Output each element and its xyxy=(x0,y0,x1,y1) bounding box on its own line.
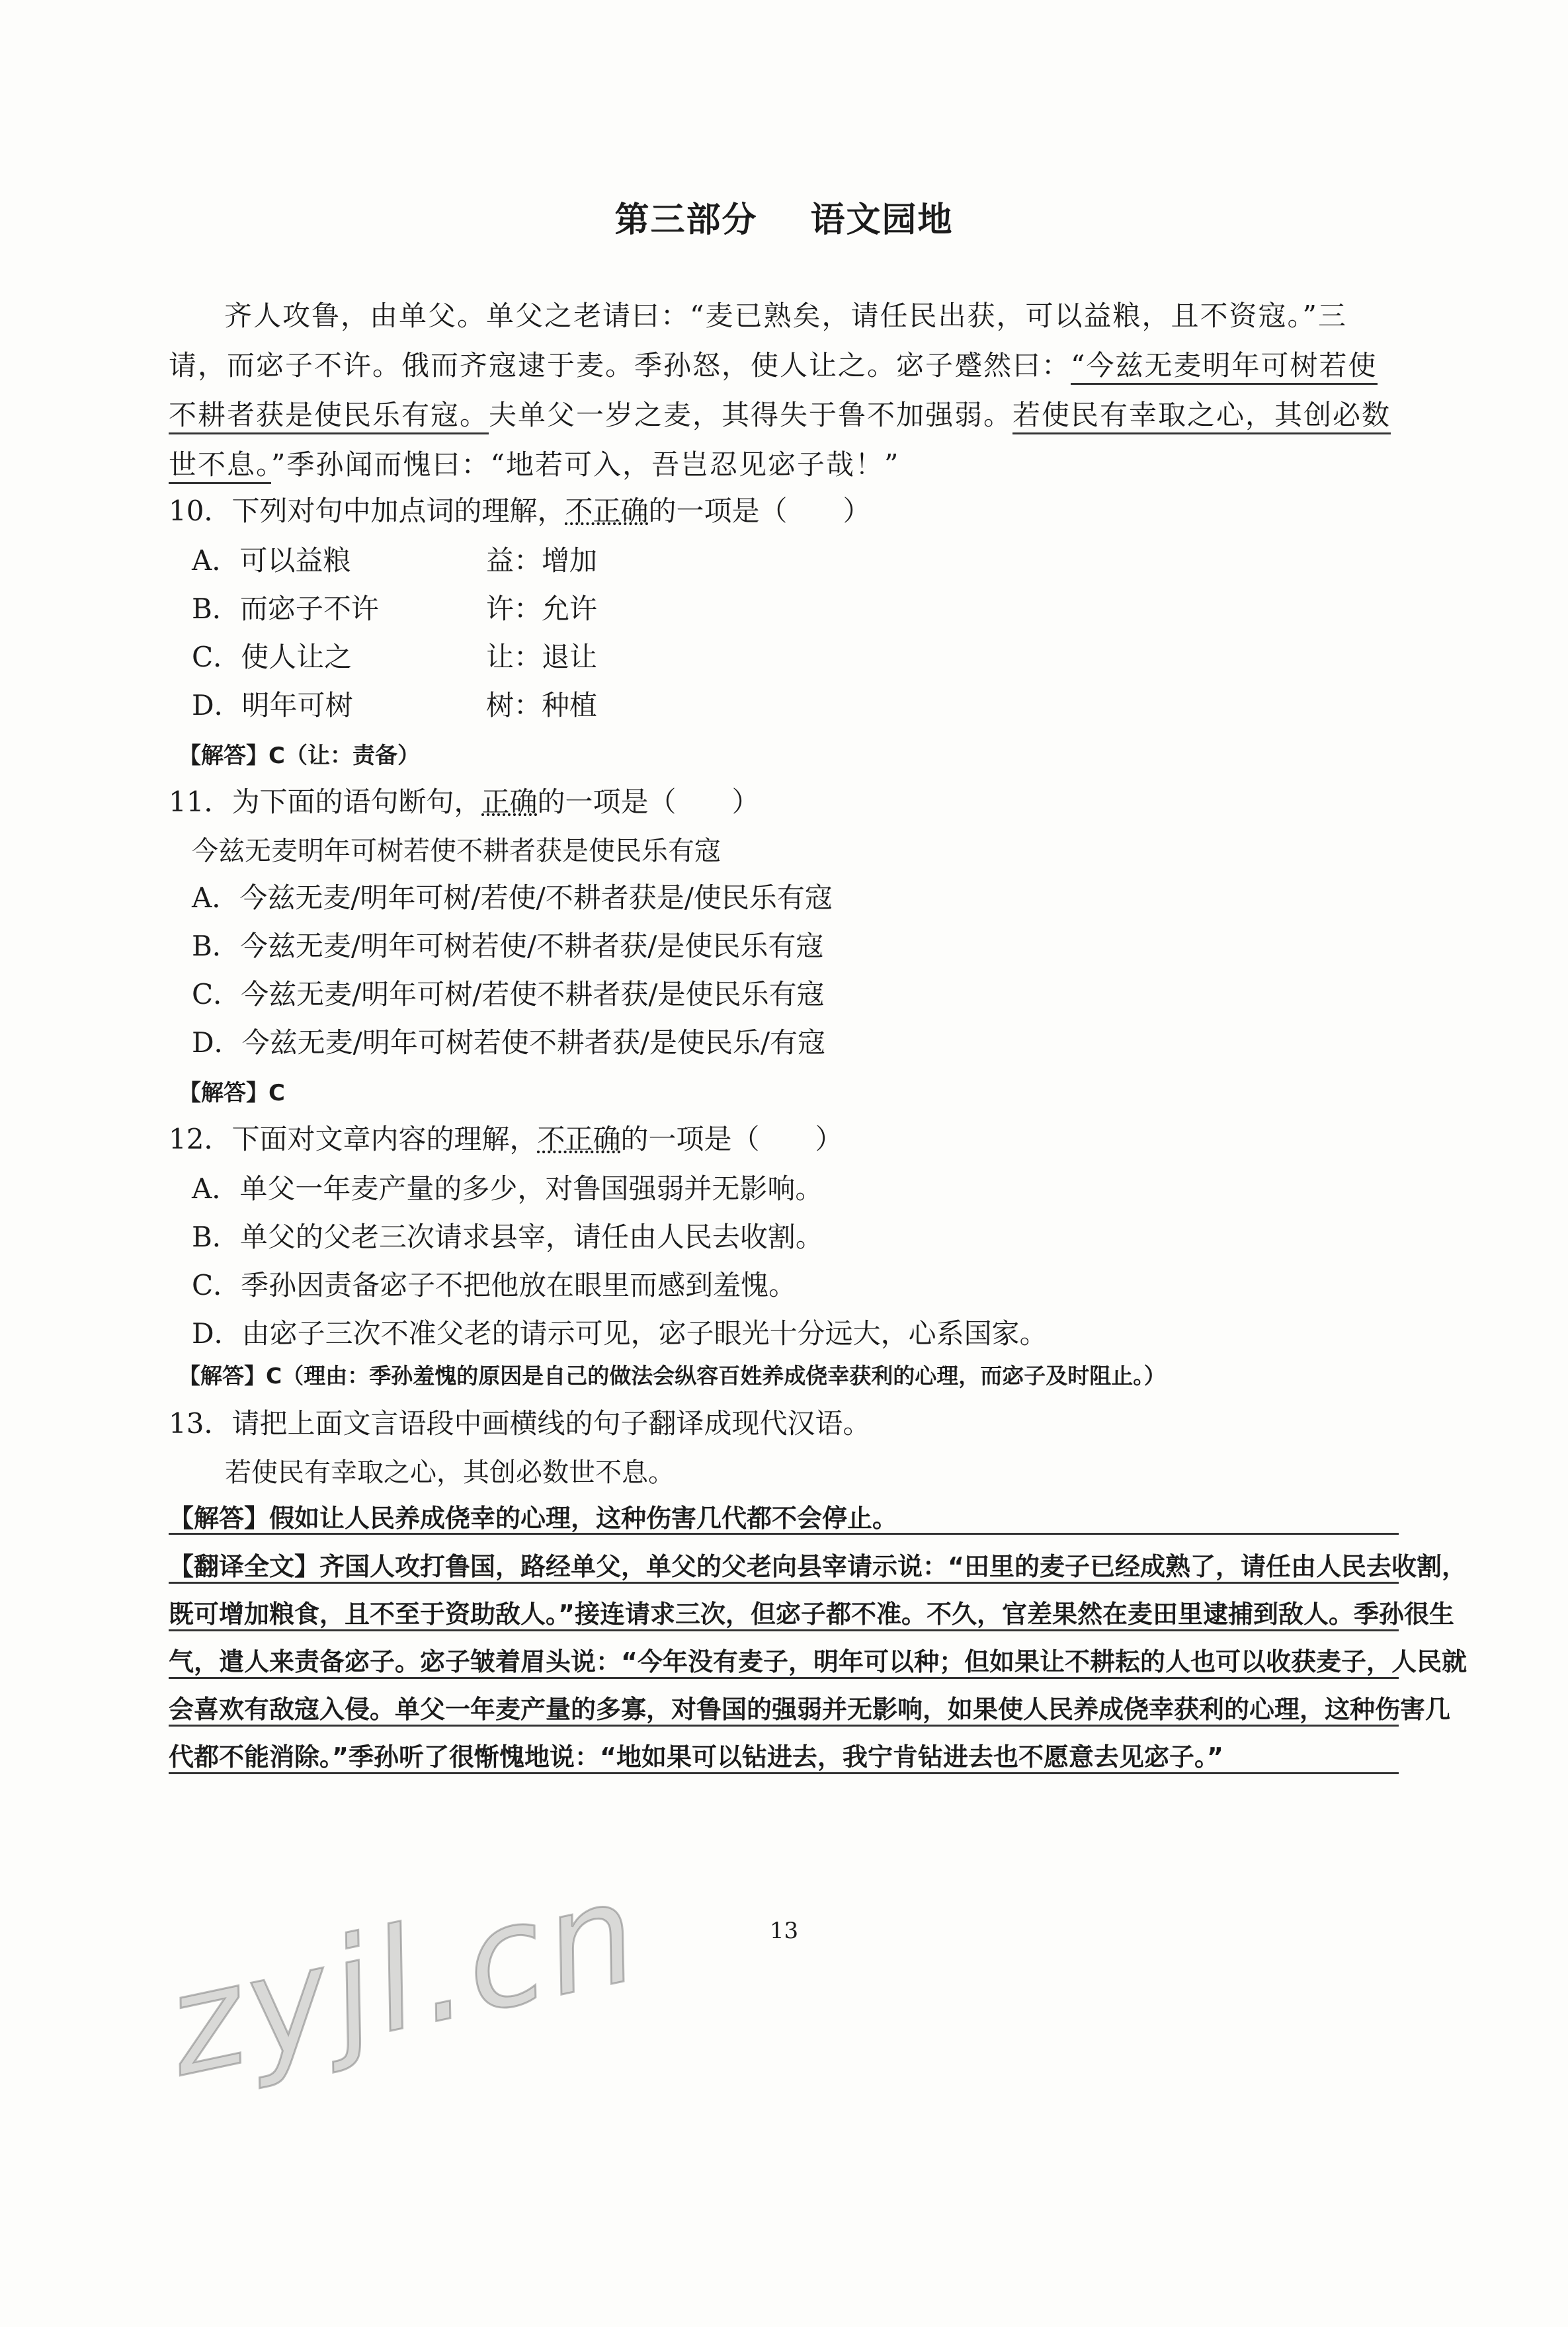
q12-stem-emphasis: 不正确 xyxy=(537,1123,621,1155)
q10-stem-pre: 10．下列对句中加点词的理解， xyxy=(169,495,565,527)
q10-option-c: C．使人让之 xyxy=(192,641,352,673)
q12-option-b: B．单父的父老三次请求县宰，请任由人民去收割。 xyxy=(192,1221,823,1253)
title-part: 第三部分 xyxy=(614,200,758,240)
page-number: 13 xyxy=(769,1918,799,1944)
translation-rule-1 xyxy=(169,1582,1399,1584)
q10-gloss-b: 许：允许 xyxy=(486,592,598,625)
translation-rule-2 xyxy=(169,1629,1399,1631)
passage-text-3: ”季孙闻而愧曰：“地若可入，吾岂忍见宓子哉！” xyxy=(271,448,900,481)
classical-passage xyxy=(169,291,1392,489)
q11-option-c: C．今兹无麦/明年可树/若使不耕者获/是使民乐有寇 xyxy=(192,978,825,1010)
passage-text-1: 齐人攻鲁，由单父。单父之老请曰：“麦已熟矣，请任民出获，可以益粮，且不资寇。”三请，而宓子不许。俄而齐寇逮于麦。季孙怒，使人让之。宓子蹙然曰： xyxy=(169,300,1347,382)
q13-sentence: 若使民有幸取之心，其创必数世不息。 xyxy=(225,1457,675,1488)
q12-option-a: A．单父一年麦产量的多少，对鲁国强弱并无影响。 xyxy=(192,1172,823,1205)
title-name: 语文园地 xyxy=(810,200,954,240)
translation-line-4: 会喜欢有敌寇入侵。单父一年麦产量的多寡，对鲁国的强弱并无影响，如果使人民养成侥幸获利的心理，这种伤害几 xyxy=(169,1695,1451,1724)
passage-underline-1: “今兹无麦明年可树若使不耕者获是使民乐有寇。 xyxy=(169,349,1378,434)
q11-stem xyxy=(169,780,759,820)
q12-stem xyxy=(169,1118,843,1157)
q12-option-d: D．由宓子三次不准父老的请示可见，宓子眼光十分远大，心系国家。 xyxy=(192,1317,1048,1350)
translation-line-5: 代都不能消除。”季孙听了很惭愧地说：“地如果可以钻进去，我宁肯钻进去也不愿意去见宓子。” xyxy=(169,1742,1223,1772)
q11-option-b: B．今兹无麦/明年可树若使/不耕者获/是使民乐有寇 xyxy=(192,930,824,962)
q10-gloss-d: 树：种植 xyxy=(486,689,598,721)
q13-stem: 13．请把上面文言语段中画横线的句子翻译成现代汉语。 xyxy=(169,1407,871,1440)
translation-line-1: 【翻译全文】齐国人攻打鲁国，路经单父，单父的父老向县宰请示说：“田里的麦子已经成熟了，请任由人民去收割， xyxy=(169,1552,1467,1581)
translation-rule-5 xyxy=(169,1772,1399,1774)
passage-text-2: 夫单父一岁之麦，其得失于鲁不加强弱。 xyxy=(489,399,1013,431)
q12-stem-post: 的一项是（ ） xyxy=(620,1123,843,1155)
q12-stem-pre: 12．下面对文章内容的理解， xyxy=(169,1123,538,1155)
q10-option-b: B．而宓子不许 xyxy=(192,592,379,625)
q11-option-a: A．今兹无麦/明年可树/若使/不耕者获是/使民乐有寇 xyxy=(192,881,833,914)
q11-sentence: 今兹无麦明年可树若使不耕者获是使民乐有寇 xyxy=(192,836,721,866)
answer-rule xyxy=(169,1533,1399,1535)
q13-answer: 【解答】假如让人民养成侥幸的心理，这种伤害几代都不会停止。 xyxy=(169,1504,898,1533)
q11-option-d: D．今兹无麦/明年可树若使不耕者获/是使民乐/有寇 xyxy=(192,1026,826,1059)
q10-stem xyxy=(169,489,870,529)
translation-rule-4 xyxy=(169,1725,1399,1727)
q11-stem-pre: 11．为下面的语句断句， xyxy=(169,786,482,818)
q11-stem-post: 的一项是（ ） xyxy=(537,786,760,818)
q10-stem-post: 的一项是（ ） xyxy=(648,495,871,527)
q12-option-c: C．季孙因责备宓子不把他放在眼里而感到羞愧。 xyxy=(192,1269,797,1301)
q10-gloss-a: 益：增加 xyxy=(486,544,598,577)
q10-stem-emphasis: 不正确 xyxy=(565,495,649,527)
watermark-logo: zyjl.cn xyxy=(153,1850,655,2108)
passage-underline-2: 若使民有幸取之心，其创必数世不息。 xyxy=(169,399,1391,484)
translation-rule-3 xyxy=(169,1677,1399,1679)
page-title xyxy=(0,192,1568,241)
q11-stem-emphasis: 正确 xyxy=(481,786,538,818)
q10-gloss-c: 让：退让 xyxy=(486,641,598,673)
q10-option-a: A．可以益粮 xyxy=(192,544,351,577)
q12-answer: 【解答】C（理由：季孙羞愧的原因是自己的做法会纵容百姓养成侥幸获利的心理，而宓子及时阻止。） xyxy=(179,1363,1166,1389)
translation-line-2: 既可增加粮食，且不至于资助敌人。”接连请求三次，但宓子都不准。不久，官差果然在麦田里逮捕到敌人。季孙很生 xyxy=(169,1600,1454,1629)
q10-option-d: D．明年可树 xyxy=(192,689,353,721)
q11-answer: 【解答】C xyxy=(179,1080,285,1106)
q10-answer: 【解答】C（让：责备） xyxy=(179,743,420,769)
translation-line-3: 气，遣人来责备宓子。宓子皱着眉头说：“今年没有麦子，明年可以种；但如果让不耕耘的人也可以收获麦子，人民就 xyxy=(169,1647,1467,1676)
